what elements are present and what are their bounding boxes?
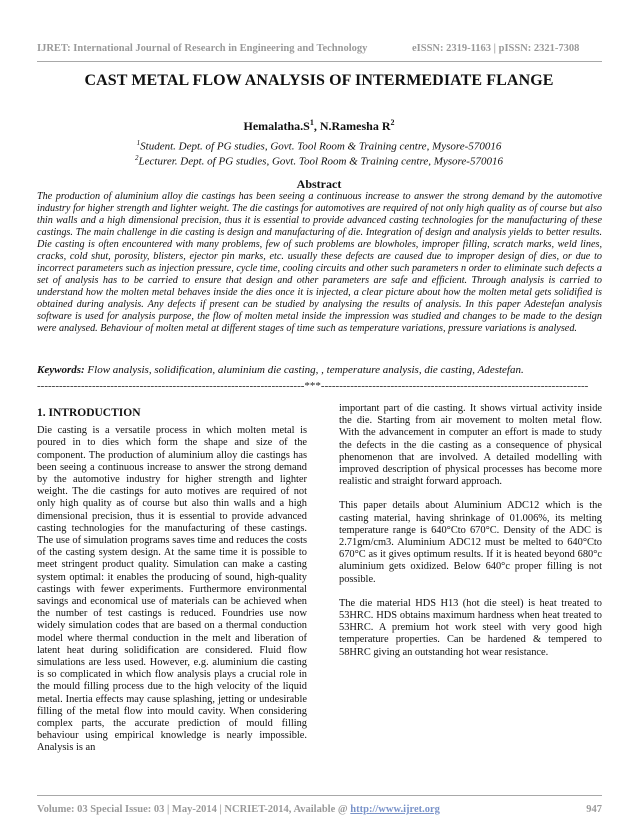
author-line (0, 118, 638, 134)
header-rule (37, 61, 602, 62)
intro-paragraph-3: This paper details about Aluminium ADC12 which is the casting material, having shrinkage of 01.006%, its melting temperature range is 640°Cto 670°C. Density of the ADC is 2.71gm/cm3. Aluminium ADC12 must be melted to 640°Cto 670°C as it gives optimum results. If it is heated beyond 680°c aluminium gets oxidized. Below 640°c proper filling is not possible. (339, 500, 602, 585)
intro-paragraph-1: Die casting is a versatile process in which molten metal is poured in to dies which form the shape and size of the component. The production of aluminium alloy die castings has been seeing a continuous increase to answer the strong demand by the automotive industry for higher strength and lighter weight. The die castings for auto motives are required of not only high quality as of course but also thin walls and a high dimensional precision, thus it is essential to provide advanced casting technologies for the manufacturing of these castings. The use of simulation programs saves time and reduces the costs of the casting system design. At the same time it is possible to meet stringent product quality. Simulation can make a casting system optimal: it enables the producing of sound, high-quality castings with fewer experiments. Furthermore environmental savings and economical use of materials can be achieved when the number of test castings is reduced. Foundries use now widely simulation codes that are based on a thermal conduction model where thermal conduction in the melt and liberation of latent heat during solidification are considered. Fluid flow simulations are less used. However, e.g. aluminium die casting is so complicated in which flow analysis plays a crucial role in the mould filling process due to the high velocity of the liquid metal. Inertia effects may cause splashing, jetting or undesirable filling of the metal flow into mould cavity. When considering complex parts, the accurate prediction of mould filling behaviour using empirical knowledge is nearly impossible. Analysis is an (37, 425, 307, 754)
abstract-heading: Abstract (296, 177, 342, 191)
footer-text: Volume: 03 Special Issue: 03 | May-2014 | NCRIET-2014, Available @ (37, 804, 351, 815)
author-separator: , (313, 119, 320, 133)
journal-header: IJRET: International Journal of Research in Engineering and Technology (37, 43, 368, 54)
left-column (37, 407, 307, 767)
issn-header: eISSN: 2319-1163 | pISSN: 2321-7308 (412, 43, 580, 54)
author-1: Hemalatha.S (243, 119, 310, 133)
section-separator: -------------------------------------------------------------------------***------------------------------------------------------------------------- (37, 380, 589, 392)
author-2-sup: 2 (390, 118, 395, 127)
affiliation-1-text: Student. Dept. of PG studies, Govt. Tool Room & Training centre, Mysore-570016 (140, 140, 502, 153)
section-heading-introduction: 1. INTRODUCTION (37, 407, 141, 419)
author-1-sup: 1 (309, 118, 314, 127)
page-number: 947 (586, 804, 602, 815)
affiliation-1-sup: 1 (136, 139, 141, 147)
intro-paragraph-4: The die material HDS H13 (hot die steel) is heat treated to 53HRC. HDS obtains maximum hardness when heat treated to 53HRC. A premium hot work steel with very good high temperature properties. Can be hardened & tempered to 58HRC giving an outstanding hot wear resistance. (339, 597, 602, 658)
page-footer (37, 804, 602, 815)
affiliation-1 (0, 139, 638, 153)
intro-paragraph-2: important part of die casting. It shows virtual activity inside the die. Starting from air movement to molten metal flow. With the advancement in computer an effort is made to study the defects in the die casting as a consequence of physical phenomenon that are involved. A detailed modelling with improved description of physical processes has become more realistic and straight forward approach. (339, 403, 602, 488)
affiliation-2-sup: 2 (135, 154, 139, 162)
keywords-text: Flow analysis, solidification, aluminium die casting, , temperature analysis, die casting, Adestefan. (84, 364, 524, 376)
keywords-label: Keywords: (37, 364, 85, 376)
footer-rule (37, 795, 602, 796)
affiliation-2-text: Lecturer. Dept. of PG studies, Govt. Tool Room & Training centre, Mysore-570016 (138, 155, 503, 168)
author-2: N.Ramesha R (319, 119, 391, 133)
affiliation-2 (0, 154, 638, 168)
journal-link[interactable]: http://www.ijret.org (350, 804, 440, 815)
right-column (339, 403, 602, 671)
keywords (37, 364, 602, 376)
abstract-text: The production of aluminium alloy die castings has been seeing a continuous increase to answer the strong demand by the automotive industry for higher strength and lighter weight. The die castings for automotives are required of not only high quality as of course but also thin walls and a high dimensional precision, thus it is essential to provide advanced casting technologies for the manufacturing of these castings. The main challenge in die casting is design and manufacturing of die. Integration of design and analysis yields to better results. Die casting is often encountered with many problems, few of such problems are blowholes, improper filling, scratch marks, weld lines, cracks, cold shut, porosity, blisters, ejector pin marks, etc. usually these defects are caused due to improper design of dies, or due to incorrect parameters such as injection pressure, cycle time, cooling circuits and other such parameters n order to eliminate such defects a set of analysis has to be carried to ensure that design and other parameters are safe and efficient. Through analysis is carried to understand how the molten metal behaves inside the dies once it is injected, a clear picture about how the molten metal gets solidified is obtained during analysis. Any defects if present can be studied by analysing the results of analysis. In this paper Adestefan analysis software is used for analysis purpose, the flow of molten metal inside the impression was studied and changes to be made to the design were analysed. Behaviour of molten metal at different stages of time such as temperature variations, pressure variations is analysed. (37, 191, 602, 334)
paper-title: CAST METAL FLOW ANALYSIS OF INTERMEDIATE FLANGE (84, 72, 554, 89)
